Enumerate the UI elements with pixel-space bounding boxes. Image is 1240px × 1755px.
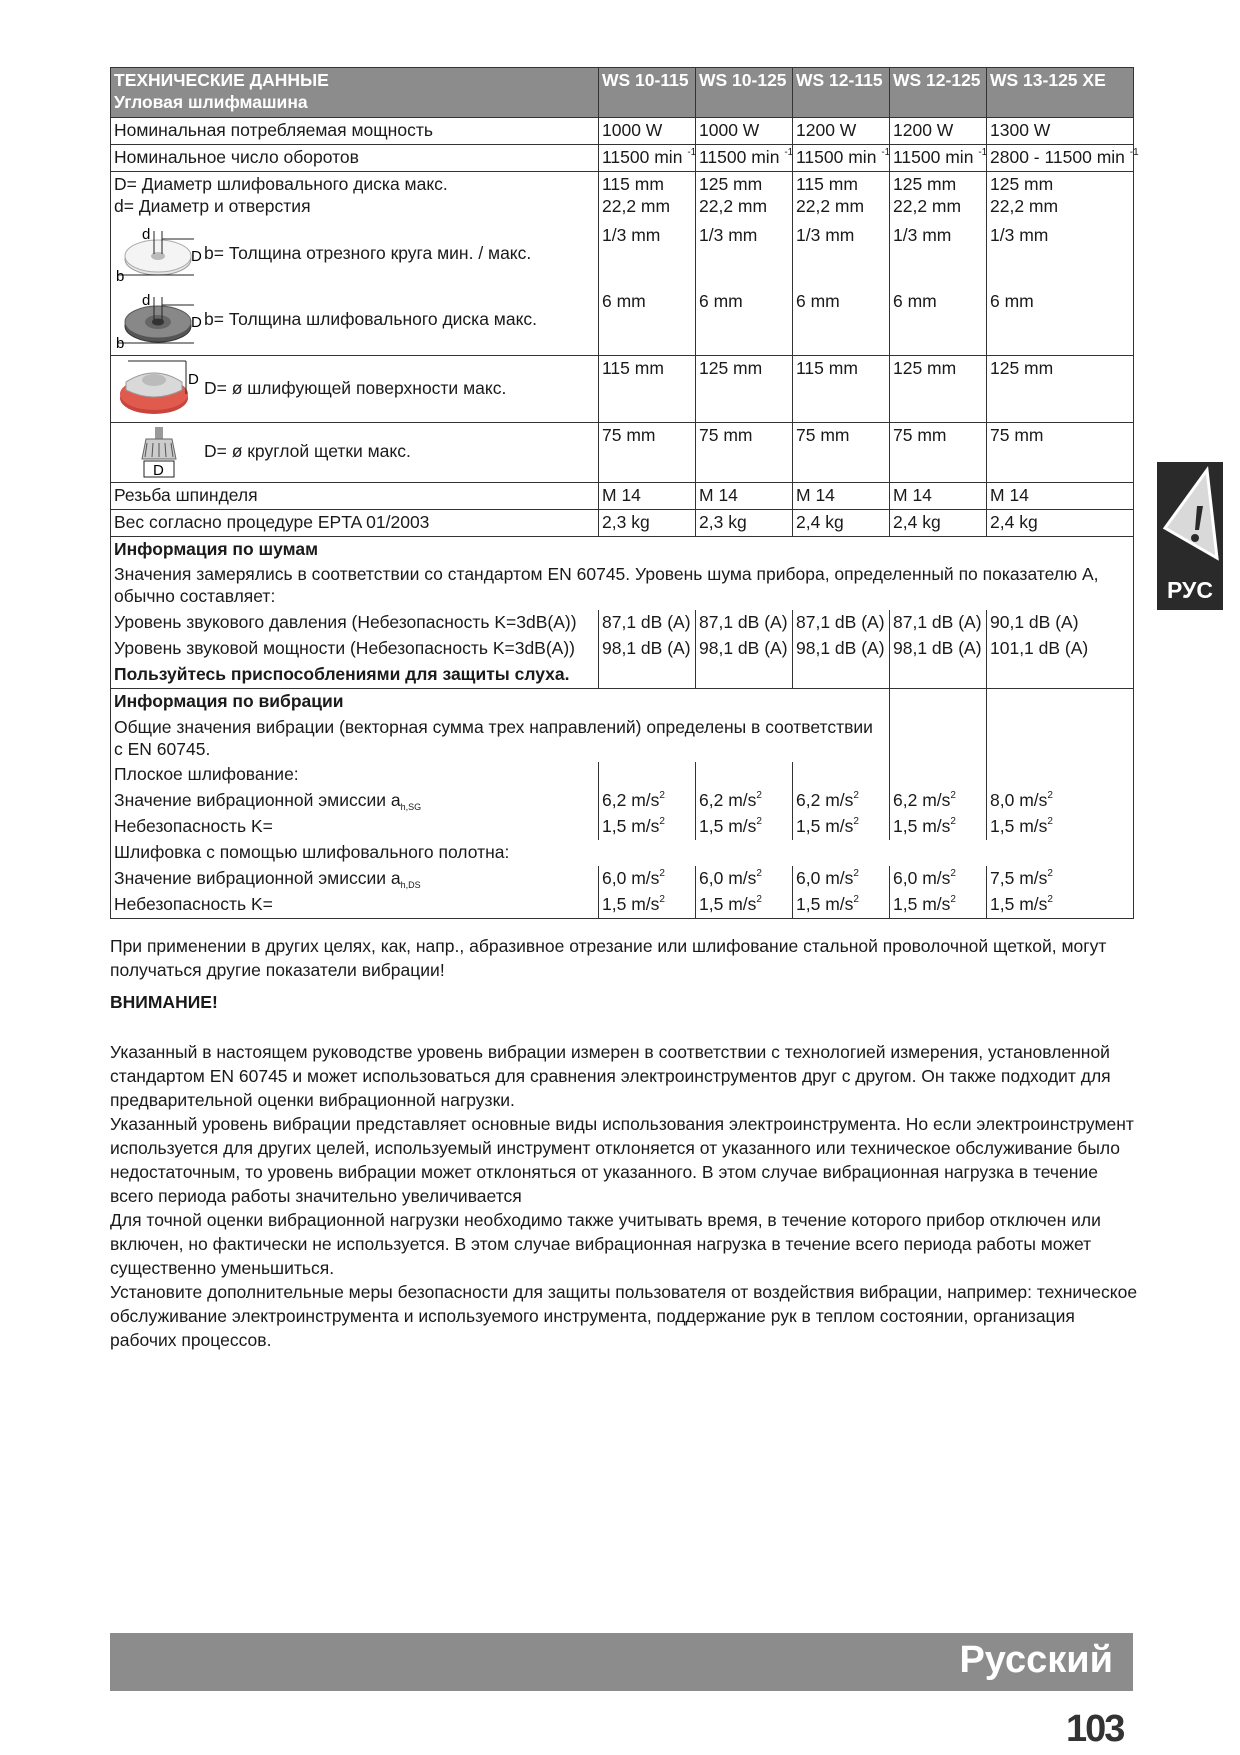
value-cell: M 14 xyxy=(890,482,987,509)
value-cell: 2800 - 11500 min $^{-1}$ xyxy=(987,144,1134,171)
row-label: Значение вибрационной эмиссии $a_{h,SG}$ xyxy=(111,788,599,814)
flat-uncertainty-row xyxy=(111,814,1134,840)
model-header: WS 12-115 xyxy=(793,68,890,118)
side-tab-label: РУС xyxy=(1167,577,1213,603)
noise-intro: Значения замерялись в соответствии со стандартом EN 60745. Уровень шума прибора, определенный по показателю А, обычно составляет: xyxy=(111,562,1134,610)
value-cell: 7,5 $m/s^2$ xyxy=(987,866,1134,892)
value-cell: 6,0 $m/s^2$ xyxy=(793,866,890,892)
value-cell: 98,1 dB (A) xyxy=(890,636,987,662)
model-header: WS 13-125 XE xyxy=(987,68,1134,118)
value-cell: 1/3 mm xyxy=(987,223,1134,289)
value-cell: 115 mm 22,2 mm xyxy=(793,171,890,223)
value-cell: 115 mm xyxy=(793,355,890,422)
row-label: Небезопасность K= xyxy=(111,814,599,840)
model-header: WS 10-125 xyxy=(696,68,793,118)
speed-row xyxy=(111,144,1134,171)
value-cell: 2,3 kg xyxy=(696,509,793,536)
value-cell: 6 mm xyxy=(599,289,696,355)
value-cell: 115 mm xyxy=(599,355,696,422)
value-cell: 125 mm xyxy=(987,355,1134,422)
value-cell: 1/3 mm xyxy=(890,223,987,289)
svg-text:D: D xyxy=(191,314,202,332)
row-label: Уровень звуковой мощности (Небезопасность K=3dB(A)) xyxy=(111,636,599,662)
value-cell: 1000 W xyxy=(696,118,793,145)
noise-title-row xyxy=(111,536,1134,562)
wire-brush-diagram xyxy=(114,425,204,479)
model-header: WS 10-115 xyxy=(599,68,696,118)
row-label: D= Диаметр шлифовального диска макс. d= Диаметр и отверстия xyxy=(111,171,599,223)
row-label: Вес согласно процедуре EPTA 01/2003 xyxy=(111,509,599,536)
value-cell: M 14 xyxy=(793,482,890,509)
flat-emission-row xyxy=(111,788,1134,814)
noise-intro-row xyxy=(111,562,1134,610)
vibration-title-row xyxy=(111,688,1134,714)
vibration-title: Информация по вибрации xyxy=(111,688,890,714)
sanding-emission-row xyxy=(111,866,1134,892)
value-cell: 87,1 dB (A) xyxy=(890,610,987,636)
row-label: D D= ø круглой щетки макс. xyxy=(111,422,599,482)
value-cell: 6,2 $m/s^2$ xyxy=(599,788,696,814)
surface-diameter-row xyxy=(111,355,1134,422)
vibration-note: При применении в других целях, как, напр., абразивное отрезание или шлифование стальной проволочной щеткой, могут получаться другие показатели вибрации! xyxy=(110,936,1107,980)
row-label: d D b b= Толщина шлифовального диска макс. xyxy=(111,289,599,355)
hearing-protection-note: Пользуйтесь приспособлениями для защиты слуха. xyxy=(111,662,599,688)
sound-pressure-row xyxy=(111,610,1134,636)
value-cell: 1200 W xyxy=(793,118,890,145)
value-cell: 2,4 kg xyxy=(793,509,890,536)
cut-thickness-row xyxy=(111,223,1134,289)
value-cell: 90,1 dB (A) xyxy=(987,610,1134,636)
table-subtitle: Угловая шлифмашина xyxy=(114,91,308,112)
value-cell: 1200 W xyxy=(890,118,987,145)
value-cell: 1,5 $m/s^2$ xyxy=(987,892,1134,918)
value-cell: 8,0 $m/s^2$ xyxy=(987,788,1134,814)
value-cell: M 14 xyxy=(987,482,1134,509)
table-title: ТЕХНИЧЕСКИЕ ДАННЫЕ xyxy=(114,70,329,90)
row-label: Резьба шпинделя xyxy=(111,482,599,509)
svg-text:b: b xyxy=(116,335,125,353)
value-cell: 87,1 dB (A) xyxy=(599,610,696,636)
vibration-intro-row xyxy=(111,715,1134,763)
value-cell: 6,0 $m/s^2$ xyxy=(890,866,987,892)
warning-body xyxy=(110,1040,1140,1352)
value-cell: 2,3 kg xyxy=(599,509,696,536)
disc-diameter-row xyxy=(111,171,1134,223)
value-cell: 98,1 dB (A) xyxy=(793,636,890,662)
technical-data-table xyxy=(110,67,1139,919)
row-label: Номинальная потребляемая мощность xyxy=(111,118,599,145)
value-cell: 1/3 mm xyxy=(696,223,793,289)
sanding-pad-diagram xyxy=(114,358,204,420)
value-cell: 1,5 $m/s^2$ xyxy=(696,892,793,918)
language-side-tab xyxy=(1157,462,1223,610)
value-cell: 6 mm xyxy=(696,289,793,355)
row-label: Небезопасность K= xyxy=(111,892,599,918)
value-cell: 11500 min $^{-1}$ xyxy=(793,144,890,171)
thread-row xyxy=(111,482,1134,509)
cutting-disc-diagram xyxy=(114,225,204,286)
table-title-cell xyxy=(111,68,599,118)
value-cell: 6 mm xyxy=(987,289,1134,355)
value-cell: 125 mm xyxy=(696,355,793,422)
value-cell: 11500 min $^{-1}$ xyxy=(599,144,696,171)
weight-row xyxy=(111,509,1134,536)
paragraph: Для точной оценки вибрационной нагрузки необходимо также учитывать время, в течение которого прибор отключен или включен, но фактически не используется. В этом случае вибрационная нагрузка в течение всего периода работы может существенно уменьшиться. xyxy=(110,1210,1101,1278)
value-cell: 1,5 $m/s^2$ xyxy=(793,814,890,840)
value-cell: 1,5 $m/s^2$ xyxy=(793,892,890,918)
value-cell: 1,5 $m/s^2$ xyxy=(599,814,696,840)
table-header-row xyxy=(111,68,1134,118)
value-cell: 75 mm xyxy=(890,422,987,482)
value-cell: M 14 xyxy=(599,482,696,509)
model-header: WS 12-125 xyxy=(890,68,987,118)
value-cell: 125 mm 22,2 mm xyxy=(696,171,793,223)
paragraph: Указанный уровень вибрации представляет основные виды использования электроинструмента. Но если электроинструмент используется для других целей, используемый инструмент отклоняется от указанного или техническое обслуживание было недостаточным, то уровень вибрации может отклоняться от указанного. В этом случае вибрационная нагрузка в течение всего периода работы значительно увеличивается xyxy=(110,1114,1134,1206)
svg-text:D: D xyxy=(188,370,199,388)
paragraph: Указанный в настоящем руководстве уровень вибрации измерен в соответствии с технологией измерения, установленной стандартом EN 60745 и может использоваться для сравнения электроинструментов друг с другом. Он также подходит для предварительной оценки вибрационной нагрузки. xyxy=(110,1042,1111,1110)
sound-power-row xyxy=(111,636,1134,662)
vibration-intro: Общие значения вибрации (векторная сумма трех направлений) определены в соответствии с EN 60745. xyxy=(111,715,890,763)
warning-title: ВНИМАНИЕ! xyxy=(110,992,218,1012)
value-cell: 98,1 dB (A) xyxy=(696,636,793,662)
value-cell: 2,4 kg xyxy=(987,509,1134,536)
value-cell: 75 mm xyxy=(696,422,793,482)
svg-text:D: D xyxy=(191,248,202,266)
row-label: Номинальное число оборотов xyxy=(111,144,599,171)
value-cell: 1/3 mm xyxy=(793,223,890,289)
row-label: Уровень звукового давления (Небезопасность K=3dB(A)) xyxy=(111,610,599,636)
flat-grinding-row xyxy=(111,762,1134,788)
value-cell: 2,4 kg xyxy=(890,509,987,536)
noise-title: Информация по шумам xyxy=(111,536,1134,562)
sanding-uncertainty-row xyxy=(111,892,1134,918)
value-cell: 6 mm xyxy=(793,289,890,355)
value-cell: 1000 W xyxy=(599,118,696,145)
value-cell: 1,5 $m/s^2$ xyxy=(987,814,1134,840)
value-cell: M 14 xyxy=(696,482,793,509)
flat-grinding-label: Плоское шлифование: xyxy=(111,762,599,788)
value-cell: 1,5 $m/s^2$ xyxy=(696,814,793,840)
warning-triangle-icon xyxy=(1161,468,1219,568)
value-cell: 101,1 dB (A) xyxy=(987,636,1134,662)
row-label: Значение вибрационной эмиссии $a_{h,DS}$ xyxy=(111,866,599,892)
svg-text:b: b xyxy=(116,268,125,286)
value-cell: 75 mm xyxy=(987,422,1134,482)
hearing-protection-row xyxy=(111,662,1134,688)
value-cell: 87,1 dB (A) xyxy=(696,610,793,636)
value-cell: 125 mm 22,2 mm xyxy=(890,171,987,223)
value-cell: 1,5 $m/s^2$ xyxy=(890,892,987,918)
value-cell: 125 mm 22,2 mm xyxy=(987,171,1134,223)
svg-text:d: d xyxy=(142,226,151,244)
value-cell: 11500 min $^{-1}$ xyxy=(696,144,793,171)
sanding-label: Шлифовка с помощью шлифовального полотна: xyxy=(111,840,1134,866)
value-cell: 87,1 dB (A) xyxy=(793,610,890,636)
value-cell: 98,1 dB (A) xyxy=(599,636,696,662)
value-cell: 1300 W xyxy=(987,118,1134,145)
value-cell: 6,0 $m/s^2$ xyxy=(696,866,793,892)
svg-text:D: D xyxy=(153,461,164,479)
power-row xyxy=(111,118,1134,145)
row-label: D D= ø шлифующей поверхности макс. xyxy=(111,355,599,422)
svg-text:d: d xyxy=(142,292,151,310)
sanding-row xyxy=(111,840,1134,866)
value-cell: 1,5 $m/s^2$ xyxy=(599,892,696,918)
value-cell: 1/3 mm xyxy=(599,223,696,289)
value-cell: 75 mm xyxy=(793,422,890,482)
brush-diameter-row xyxy=(111,422,1134,482)
value-cell: 6,2 $m/s^2$ xyxy=(890,788,987,814)
value-cell: 6 mm xyxy=(890,289,987,355)
grind-thickness-row xyxy=(111,289,1134,355)
value-cell: 11500 min $^{-1}$ xyxy=(890,144,987,171)
value-cell: 75 mm xyxy=(599,422,696,482)
value-cell: 115 mm 22,2 mm xyxy=(599,171,696,223)
paragraph: Установите дополнительные меры безопасности для защиты пользователя от воздействия вибрации, например: техническое обслуживание электроинструмента и используемого инструмента, поддержание рук в теплом состоянии, организация рабочих процессов. xyxy=(110,1282,1138,1350)
page-number: 103 xyxy=(1066,1708,1124,1750)
value-cell: 125 mm xyxy=(890,355,987,422)
value-cell: 6,0 $m/s^2$ xyxy=(599,866,696,892)
value-cell: 6,2 $m/s^2$ xyxy=(696,788,793,814)
footer-bar xyxy=(110,1633,1133,1691)
grinding-disc-diagram xyxy=(114,291,204,353)
footer-language: Русский xyxy=(959,1639,1113,1681)
value-cell: 1,5 $m/s^2$ xyxy=(890,814,987,840)
value-cell: 6,2 $m/s^2$ xyxy=(793,788,890,814)
row-label: d D b b= Толщина отрезного круга мин. / макс. xyxy=(111,223,599,289)
